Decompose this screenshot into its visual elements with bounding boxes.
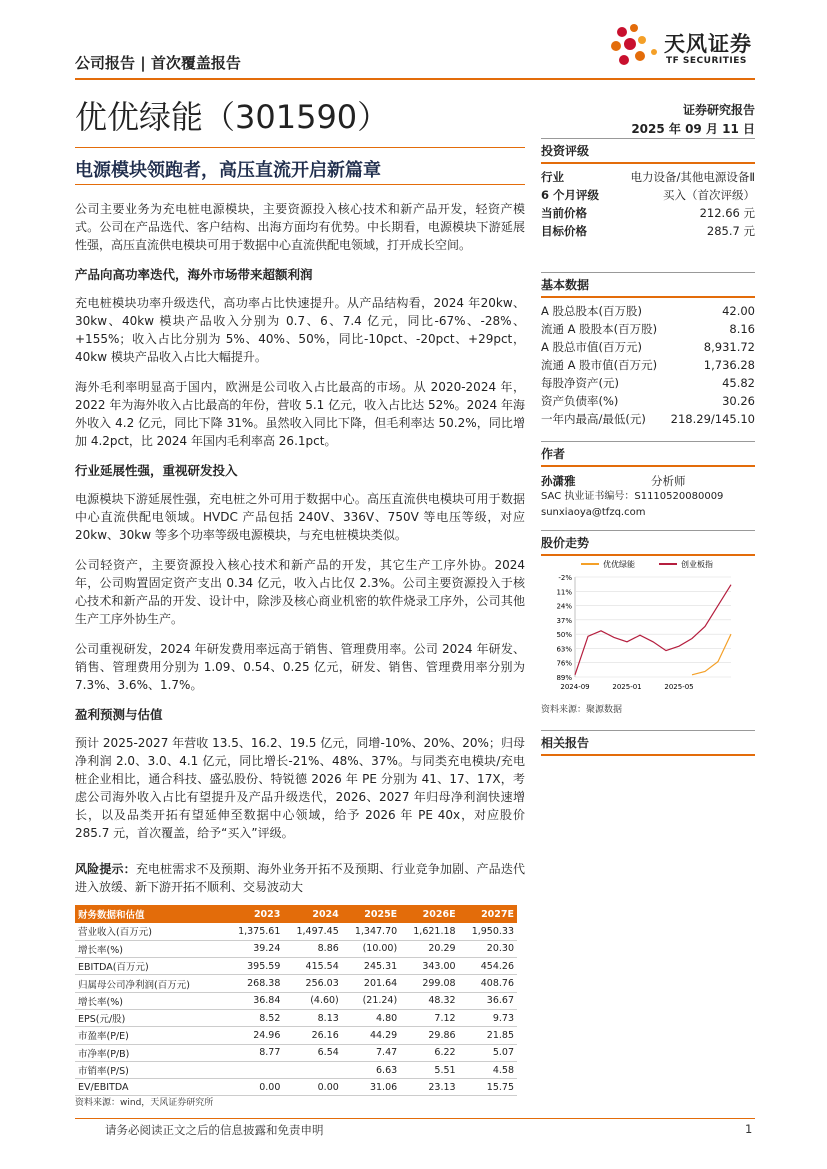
financial-cell: 15.75 (459, 1079, 517, 1096)
target-price-row (541, 222, 755, 240)
financial-cell: 增长率(%) (75, 940, 225, 957)
logo-wordmark: 天风证券 (664, 32, 752, 56)
financial-cell: 增长率(%) (75, 992, 225, 1009)
financial-cell: 4.80 (342, 1009, 400, 1026)
financial-table-header (75, 905, 517, 923)
target-price-value: 285.7 元 (706, 224, 755, 238)
financial-cell: (4.60) (283, 992, 341, 1009)
section-heading-industry: 行业延展性强，重视研发投入 (75, 463, 238, 478)
financial-cell: 299.08 (400, 975, 458, 992)
financial-cell: (21.24) (342, 992, 400, 1009)
rating-row (541, 186, 755, 204)
basic-data-value: 8.16 (729, 322, 755, 336)
basic-data-row (541, 410, 755, 428)
financial-cell: 1,375.61 (225, 923, 283, 940)
financial-cell: 29.86 (400, 1027, 458, 1044)
author-name: 孙潇雅 (541, 474, 576, 488)
author-cert: SAC 执业证书编号：S1110520080009 (541, 491, 724, 502)
financial-cell: 201.64 (342, 975, 400, 992)
financial-cell: 1,950.33 (459, 923, 517, 940)
price-chart-panel (541, 530, 755, 556)
report-date: 2025 年 09 月 11 日 (631, 122, 755, 136)
basic-data-value: 8,931.72 (703, 340, 755, 354)
financial-header-cell: 2023 (225, 905, 283, 923)
basic-data-value: 30.26 (722, 394, 755, 408)
author-email[interactable]: sunxiaoya@tfzq.com (541, 507, 646, 518)
financial-cell: 454.26 (459, 958, 517, 975)
current-price-value: 212.66 元 (699, 206, 755, 220)
headline-bottom-rule (75, 184, 525, 185)
y-tick-label: 50% (556, 631, 572, 640)
table-row (75, 975, 517, 992)
basic-data-panel (541, 272, 755, 428)
financial-cell: 6.22 (400, 1044, 458, 1061)
x-tick-label: 2025-01 (612, 683, 642, 691)
financial-cell: 36.84 (225, 992, 283, 1009)
financial-cell: 343.00 (400, 958, 458, 975)
section-heading-forecast: 盈利预测与估值 (75, 707, 163, 722)
basic-data-key: 流通 A 股市值(百万元) (541, 358, 658, 372)
related-title: 相关报告 (541, 730, 755, 756)
y-tick-label: 11% (556, 588, 572, 597)
current-price-row (541, 204, 755, 222)
financial-header-cell: 2026E (400, 905, 458, 923)
footer-disclaimer[interactable]: 请务必阅读正文之后的信息披露和免责申明 (105, 1123, 324, 1137)
industry-row (541, 168, 755, 186)
rating-panel (541, 138, 755, 240)
financial-cell: 39.24 (225, 940, 283, 957)
basic-data-value: 42.00 (722, 304, 755, 318)
logo-wordmark-en: TF SECURITIES (666, 56, 747, 66)
financial-cell (283, 1061, 341, 1078)
basic-data-key: A 股总股本(百万股) (541, 304, 642, 318)
table-row (75, 923, 517, 940)
product-paragraph: 充电桩模块功率升级迭代，高功率占比快速提升。从产品结构看，2024 年20kw、30kw、40kw 模块产品收入分别为 0.7、6、7.4 亿元，同比-67%、-28%、+155%；收入占比分别为 5%、40%、50%，同比-10pct、-20pct、+29pct，40kw 模块产品收入占比大幅提升。 (75, 296, 525, 364)
rating-key: 6 个月评级 (541, 188, 600, 202)
price-chart (541, 555, 755, 695)
overseas-paragraph: 海外毛利率明显高于国内，欧洲是公司收入占比最高的市场。从 2020-2024 年，2022 年为海外收入占比最高的年份，营收 5.1 亿元，收入占比达 52%。2024 年海外收入 4.2 亿元，同比下降 31%。虽然收入同比下降，但毛利率达 50.2%，同比增加 4.2pct，比 2024 年国内毛利率高 26.1pct。 (75, 380, 525, 448)
basic-data-row (541, 356, 755, 374)
financial-header-cell: 2024 (283, 905, 341, 923)
financial-cell: 5.07 (459, 1044, 517, 1061)
basic-data-value: 218.29/145.10 (670, 412, 755, 426)
financial-cell: 245.31 (342, 958, 400, 975)
financial-cell: 0.00 (225, 1079, 283, 1096)
forecast-paragraph: 预计 2025-2027 年营收 13.5、16.2、19.5 亿元，同增-10%、20%、20%；归母净利润 2.0、3.0、4.1 亿元，同比增长-21%、48%、37%。与同类充电模块/充电桩企业相比，通合科技、盛弘股份、特锐德 2026 年 PE 分别为 41、17、17X，考虑公司海外收入占比有望提升及产品升级迭代，2026、2027 年归母净利润快速增长，以及品类开拓有望延伸至数据中心领域，给予 2026 年 PE 40x，对应股价 285.7 元，首次覆盖，给予“买入”评级。 (75, 736, 525, 840)
company-title: 优优绿能（301590） (75, 98, 390, 136)
financial-cell: 1,347.70 (342, 923, 400, 940)
financial-cell: 31.06 (342, 1079, 400, 1096)
table-row (75, 1044, 517, 1061)
financial-header-cell: 2025E (342, 905, 400, 923)
financial-cell: 8.52 (225, 1009, 283, 1026)
legend-label-chinext: 创业板指 (681, 560, 713, 569)
industry-value: 电力设备/其他电源设备Ⅱ (630, 170, 755, 184)
financial-cell: 24.96 (225, 1027, 283, 1044)
financial-table (75, 905, 517, 1096)
table-row (75, 992, 517, 1009)
financial-cell: 市销率(P/S) (75, 1061, 225, 1078)
asset-light-paragraph: 公司轻资产，主要资源投入核心技术和新产品的开发，其它生产工序外协。2024 年，公司购置固定资产支出 0.34 亿元，收入占比仅 2.3%。公司主要资源投入于核心技术和新产品的开发、设计中，除涉及核心商业机密的软件烧录工序外，公司其他生产工序外协生产。 (75, 558, 525, 626)
table-row (75, 940, 517, 957)
financial-cell: 415.54 (283, 958, 341, 975)
financial-source: 资料来源：wind，天风证券研究所 (75, 1098, 214, 1108)
section-heading-product: 产品向高功率迭代，海外市场带来超额利润 (75, 267, 313, 282)
financial-cell (225, 1061, 283, 1078)
basic-data-row (541, 302, 755, 320)
author-panel (541, 441, 755, 521)
basic-data-row (541, 338, 755, 356)
series-line-chinext (575, 585, 731, 675)
intro-paragraph: 公司主要业务为充电桩电源模块，主要资源投入核心技术和新产品开发，轻资产模式。公司在产品选代、客户结构、出海方面均有优势。中长期看，电源模块下游延展性强，高压直流供电模块可用于数据中心直流供配电领域，打开成长空间。 (75, 202, 525, 252)
financial-cell: 归属母公司净利润(百万元) (75, 975, 225, 992)
financial-cell: 268.38 (225, 975, 283, 992)
financial-cell: 21.85 (459, 1027, 517, 1044)
financial-cell: 7.47 (342, 1044, 400, 1061)
footer-divider (75, 1118, 755, 1119)
target-price-key: 目标价格 (541, 224, 587, 238)
rnd-paragraph: 公司重视研发，2024 年研发费用率远高于销售、管理费用率。公司 2024 年研发、销售、管理费用分别为 1.09、0.54、0.25 亿元，研发、销售、管理费用率分别为 7.3%、3.6%、1.7%。 (75, 642, 525, 692)
financial-cell: 8.86 (283, 940, 341, 957)
financial-cell: EBITDA(百万元) (75, 958, 225, 975)
basic-data-value: 1,736.28 (703, 358, 755, 372)
financial-cell: EPS(元/股) (75, 1009, 225, 1026)
table-row (75, 1079, 517, 1096)
x-tick-label: 2024-09 (560, 683, 590, 691)
financial-cell: 市净率(P/B) (75, 1044, 225, 1061)
financial-cell: 1,497.45 (283, 923, 341, 940)
rating-value: 买入（首次评级） (663, 188, 755, 202)
basic-data-key: 资产负债率(%) (541, 394, 619, 408)
risk-paragraph (75, 860, 525, 896)
industry-paragraph: 电源模块下游延展性强，充电桩之外可用于数据中心。高压直流供电模块可用于数据中心直流供配电领域。HVDC 产品包括 240V、336V、750V 等电压等级，对应 20kw、30kw 等多个功率等级电源模块，与充电桩模块类似。 (75, 492, 525, 542)
financial-cell: EV/EBITDA (75, 1079, 225, 1096)
financial-cell: 8.77 (225, 1044, 283, 1061)
financial-cell: 256.03 (283, 975, 341, 992)
basic-data-key: 流通 A 股股本(百万股) (541, 322, 658, 336)
price-chart-source: 资料来源：聚源数据 (541, 705, 623, 715)
current-price-key: 当前价格 (541, 206, 587, 220)
report-headline: 电源模块领跑者，高压直流开启新篇章 (75, 160, 381, 181)
report-type-label: 公司报告 | 首次覆盖报告 (75, 54, 241, 72)
financial-cell: 26.16 (283, 1027, 341, 1044)
financial-cell: (10.00) (342, 940, 400, 957)
risk-text: 充电桩需求不及预期、海外业务开拓不及预期、行业竞争加剧、产品迭代进入放缓、新下游开拓不顺利、交易波动大 (75, 862, 525, 894)
basic-data-key: A 股总市值(百万元) (541, 340, 642, 354)
table-row (75, 958, 517, 975)
financial-cell: 0.00 (283, 1079, 341, 1096)
basic-data-value: 45.82 (722, 376, 755, 390)
y-tick-label: 24% (556, 602, 572, 611)
table-row (75, 1009, 517, 1026)
main-content (75, 200, 525, 908)
report-kind: 证券研究报告 (682, 103, 755, 117)
financial-cell: 6.54 (283, 1044, 341, 1061)
basic-data-row (541, 374, 755, 392)
y-tick-label: 89% (556, 674, 572, 682)
financial-cell: 44.29 (342, 1027, 400, 1044)
financial-cell: 7.12 (400, 1009, 458, 1026)
financial-cell: 4.58 (459, 1061, 517, 1078)
financial-cell: 395.59 (225, 958, 283, 975)
financial-cell: 营业收入(百万元) (75, 923, 225, 940)
risk-label: 风险提示： (75, 862, 136, 876)
financial-cell: 9.73 (459, 1009, 517, 1026)
basic-data-rows (541, 302, 755, 428)
financial-cell: 1,621.18 (400, 923, 458, 940)
financial-cell: 20.29 (400, 940, 458, 957)
financial-cell: 408.76 (459, 975, 517, 992)
basic-data-row (541, 392, 755, 410)
financial-cell: 20.30 (459, 940, 517, 957)
financial-cell: 36.67 (459, 992, 517, 1009)
header-divider (75, 78, 755, 80)
financial-cell: 市盈率(P/E) (75, 1027, 225, 1044)
table-row (75, 1027, 517, 1044)
related-panel (541, 730, 755, 756)
page-number: 1 (745, 1122, 753, 1136)
basic-data-row (541, 320, 755, 338)
legend-label-youyou: 优优绿能 (603, 560, 635, 569)
financial-cell: 23.13 (400, 1079, 458, 1096)
financial-cell: 8.13 (283, 1009, 341, 1026)
financial-cell: 5.51 (400, 1061, 458, 1078)
author-role: 分析师 (651, 474, 686, 488)
y-tick-label: 76% (556, 659, 572, 668)
basic-data-title: 基本数据 (541, 272, 755, 298)
headline-top-rule (75, 147, 525, 148)
basic-data-key: 一年内最高/最低(元) (541, 412, 646, 426)
author-title: 作者 (541, 441, 755, 467)
financial-cell: 6.63 (342, 1061, 400, 1078)
price-chart-title: 股价走势 (541, 530, 755, 556)
financial-cell: 48.32 (400, 992, 458, 1009)
table-row (75, 1061, 517, 1078)
series-line-youyou (692, 634, 731, 675)
x-tick-label: 2025-05 (664, 683, 694, 691)
author-info (541, 473, 755, 521)
financial-header-cell: 2027E (459, 905, 517, 923)
financial-header-cell: 财务数据和估值 (75, 905, 225, 923)
industry-key: 行业 (541, 170, 564, 184)
rating-title: 投资评级 (541, 138, 755, 164)
basic-data-key: 每股净资产(元) (541, 376, 619, 390)
y-tick-label: 37% (556, 616, 572, 625)
y-tick-label: -2% (558, 574, 572, 582)
y-tick-label: 63% (556, 645, 572, 654)
